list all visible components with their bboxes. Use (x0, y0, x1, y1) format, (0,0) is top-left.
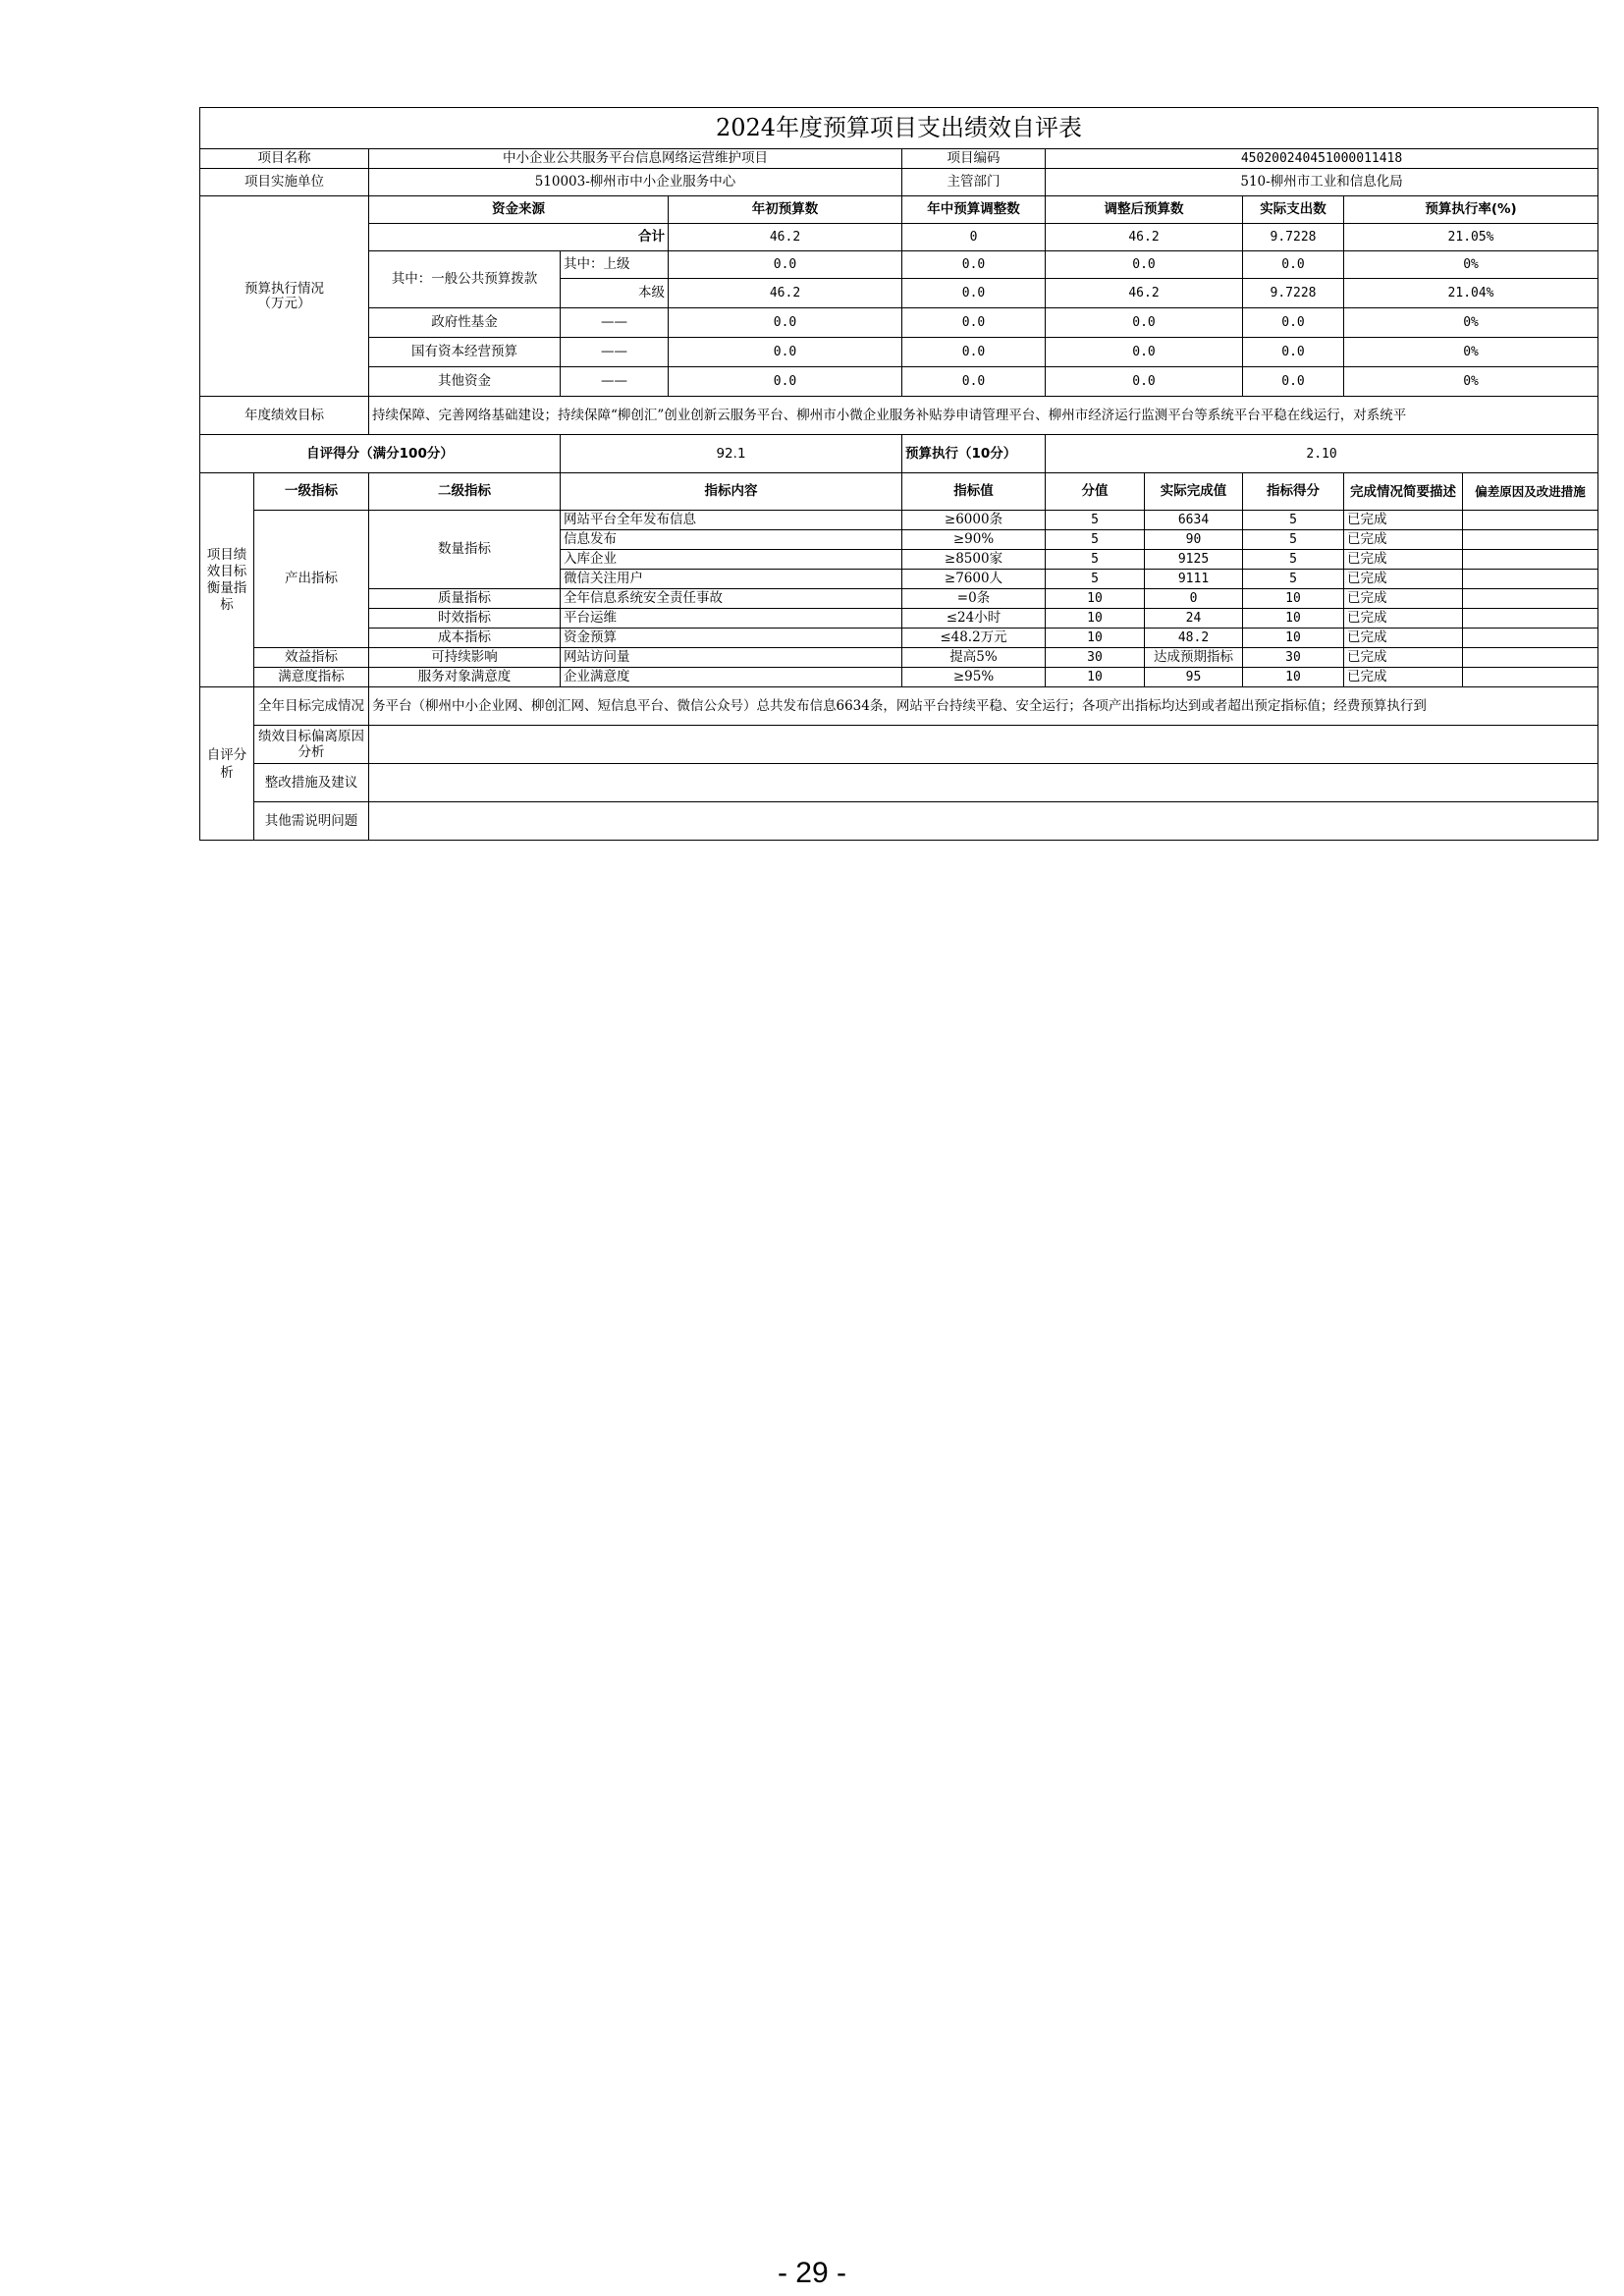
budget-upper-adjusted: 0.0 (1046, 251, 1243, 279)
budget-other-initial: 0.0 (669, 367, 902, 397)
ind-level1-benefit: 效益指标 (254, 648, 369, 668)
self-eval-row-text: 务平台（柳州中小企业网、柳创汇网、短信息平台、微信公众号）总共发布信息6634条，网站平台持续平稳、安全运行；各项产出指标均达到或者超出预定指标值；经费预算执行到 (369, 687, 1598, 726)
budget-upper-actual: 0.0 (1243, 251, 1344, 279)
budget-other-actual: 0.0 (1243, 367, 1344, 397)
budget-exec-label: 预算执行（10分） (902, 435, 1046, 473)
ind-row-weight: 5 (1046, 550, 1145, 570)
ind-row-score: 5 (1243, 570, 1344, 589)
budget-local-rate: 21.04% (1344, 279, 1598, 308)
ind-row-target: 提高5% (902, 648, 1046, 668)
self-eval-row-text (369, 802, 1598, 841)
budget-other-adjust: 0.0 (902, 367, 1046, 397)
ind-row-target: ≥6000条 (902, 511, 1046, 530)
implementing-unit: 510003-柳州市中小企业服务中心 (369, 169, 902, 196)
page-number: - 29 - (777, 2257, 847, 2289)
self-score-label: 自评得分（满分100分） (200, 435, 561, 473)
ind-row-score: 10 (1243, 609, 1344, 629)
ind-row-status: 已完成 (1344, 609, 1463, 629)
budget-statecap-initial: 0.0 (669, 338, 902, 367)
ind-level2-client-satisfaction: 服务对象满意度 (369, 668, 561, 687)
ind-row-reason (1463, 570, 1598, 589)
implementing-unit-label: 项目实施单位 (200, 169, 369, 196)
ind-row-weight: 10 (1046, 629, 1145, 648)
budget-statecap-label: 国有资本经营预算 (369, 338, 561, 367)
ind-row-content: 资金预算 (561, 629, 902, 648)
budget-local-adjusted: 46.2 (1046, 279, 1243, 308)
ind-row-score: 5 (1243, 550, 1344, 570)
budget-header-adjust: 年中预算调整数 (902, 196, 1046, 224)
ind-row-content: 微信关注用户 (561, 570, 902, 589)
ind-row-target: ≥90% (902, 530, 1046, 550)
ind-row-reason (1463, 648, 1598, 668)
ind-row-status: 已完成 (1344, 629, 1463, 648)
budget-local-adjust: 0.0 (902, 279, 1046, 308)
ind-row-content: 信息发布 (561, 530, 902, 550)
ind-level2-quality: 质量指标 (369, 589, 561, 609)
ind-header-target: 指标值 (902, 473, 1046, 511)
budget-govfund-adjust: 0.0 (902, 308, 1046, 338)
ind-row-reason (1463, 550, 1598, 570)
ind-row-weight: 5 (1046, 511, 1145, 530)
ind-row-content: 入库企业 (561, 550, 902, 570)
ind-header-content: 指标内容 (561, 473, 902, 511)
ind-row-score: 5 (1243, 530, 1344, 550)
ind-row-reason (1463, 668, 1598, 687)
self-eval-row-label: 绩效目标偏离原因分析 (254, 726, 369, 764)
self-eval-row-text (369, 764, 1598, 802)
ind-row-weight: 5 (1046, 570, 1145, 589)
self-eval-row-label: 全年目标完成情况 (254, 687, 369, 726)
ind-row-content: 企业满意度 (561, 668, 902, 687)
budget-statecap-dash: —— (561, 338, 669, 367)
ind-header-actual: 实际完成值 (1145, 473, 1243, 511)
budget-govfund-adjusted: 0.0 (1046, 308, 1243, 338)
budget-govfund-initial: 0.0 (669, 308, 902, 338)
ind-header-level1: 一级指标 (254, 473, 369, 511)
ind-level1-output: 产出指标 (254, 511, 369, 648)
self-eval-row-label: 整改措施及建议 (254, 764, 369, 802)
budget-total-label: 合计 (369, 224, 669, 251)
ind-row-status: 已完成 (1344, 668, 1463, 687)
ind-row-status: 已完成 (1344, 550, 1463, 570)
ind-level2-quantity: 数量指标 (369, 511, 561, 589)
annual-goal-label: 年度绩效目标 (200, 397, 369, 435)
ind-row-target: ≤48.2万元 (902, 629, 1046, 648)
project-name: 中小企业公共服务平台信息网络运营维护项目 (369, 149, 902, 169)
budget-govfund-actual: 0.0 (1243, 308, 1344, 338)
budget-exec-value: 2.10 (1046, 435, 1598, 473)
ind-level2-cost: 成本指标 (369, 629, 561, 648)
ind-row-actual: 95 (1145, 668, 1243, 687)
ind-row-content: 网站访问量 (561, 648, 902, 668)
budget-govfund-label: 政府性基金 (369, 308, 561, 338)
ind-row-weight: 10 (1046, 589, 1145, 609)
ind-row-score: 30 (1243, 648, 1344, 668)
self-eval-row-text (369, 726, 1598, 764)
budget-general-label: 其中：一般公共预算拨款 (369, 251, 561, 308)
competent-dept-label: 主管部门 (902, 169, 1046, 196)
budget-other-dash: —— (561, 367, 669, 397)
ind-header-reason: 偏差原因及改进措施 (1463, 473, 1598, 511)
budget-other-label: 其他资金 (369, 367, 561, 397)
ind-row-score: 5 (1243, 511, 1344, 530)
budget-local-label: 本级 (561, 279, 669, 308)
budget-total-initial: 46.2 (669, 224, 902, 251)
ind-row-reason (1463, 511, 1598, 530)
ind-row-actual: 9111 (1145, 570, 1243, 589)
evaluation-table (199, 107, 1598, 841)
ind-row-reason (1463, 530, 1598, 550)
ind-row-score: 10 (1243, 589, 1344, 609)
ind-row-actual: 90 (1145, 530, 1243, 550)
ind-row-actual: 0 (1145, 589, 1243, 609)
self-score-value: 92.1 (561, 435, 902, 473)
ind-row-content: 平台运维 (561, 609, 902, 629)
budget-upper-label: 其中：上级 (561, 251, 669, 279)
ind-row-actual: 48.2 (1145, 629, 1243, 648)
ind-row-actual: 24 (1145, 609, 1243, 629)
form-title: 2024年度预算项目支出绩效自评表 (200, 108, 1598, 149)
self-eval-section-label: 自评分析 (200, 687, 254, 841)
budget-other-adjusted: 0.0 (1046, 367, 1243, 397)
project-name-label: 项目名称 (200, 149, 369, 169)
performance-self-evaluation-form (199, 107, 1597, 841)
budget-total-rate: 21.05% (1344, 224, 1598, 251)
ind-row-actual: 达成预期指标 (1145, 648, 1243, 668)
ind-level2-timeliness: 时效指标 (369, 609, 561, 629)
budget-total-adjusted: 46.2 (1046, 224, 1243, 251)
budget-upper-rate: 0% (1344, 251, 1598, 279)
self-eval-row-label: 其他需说明问题 (254, 802, 369, 841)
budget-total-adjust: 0 (902, 224, 1046, 251)
ind-header-level2: 二级指标 (369, 473, 561, 511)
ind-row-target: ≥95% (902, 668, 1046, 687)
budget-header-source: 资金来源 (369, 196, 669, 224)
ind-row-score: 10 (1243, 629, 1344, 648)
ind-row-target: ≥8500家 (902, 550, 1046, 570)
ind-row-reason (1463, 629, 1598, 648)
budget-total-actual: 9.7228 (1243, 224, 1344, 251)
competent-dept: 510-柳州市工业和信息化局 (1046, 169, 1598, 196)
ind-row-weight: 5 (1046, 530, 1145, 550)
budget-header-rate: 预算执行率(%) (1344, 196, 1598, 224)
budget-upper-initial: 0.0 (669, 251, 902, 279)
budget-statecap-actual: 0.0 (1243, 338, 1344, 367)
ind-row-status: 已完成 (1344, 589, 1463, 609)
ind-row-weight: 10 (1046, 668, 1145, 687)
ind-row-target: =0条 (902, 589, 1046, 609)
ind-row-status: 已完成 (1344, 511, 1463, 530)
annual-goal-text: 持续保障、完善网络基础建设；持续保障“柳创汇”创业创新云服务平台、柳州市小微企业服务补贴券申请管理平台、柳州市经济运行监测平台等系统平台平稳在线运行，对系统平 (369, 397, 1598, 435)
ind-level1-satisfaction: 满意度指标 (254, 668, 369, 687)
ind-row-content: 全年信息系统安全责任事故 (561, 589, 902, 609)
budget-govfund-rate: 0% (1344, 308, 1598, 338)
ind-row-reason (1463, 609, 1598, 629)
budget-upper-adjust: 0.0 (902, 251, 1046, 279)
ind-header-weight: 分值 (1046, 473, 1145, 511)
ind-header-score: 指标得分 (1243, 473, 1344, 511)
budget-local-actual: 9.7228 (1243, 279, 1344, 308)
budget-header-adjusted: 调整后预算数 (1046, 196, 1243, 224)
ind-row-content: 网站平台全年发布信息 (561, 511, 902, 530)
ind-row-weight: 10 (1046, 609, 1145, 629)
project-code: 450200240451000011418 (1046, 149, 1598, 169)
budget-header-initial: 年初预算数 (669, 196, 902, 224)
budget-govfund-dash: —— (561, 308, 669, 338)
budget-header-actual: 实际支出数 (1243, 196, 1344, 224)
ind-header-status: 完成情况简要描述 (1344, 473, 1463, 511)
project-code-label: 项目编码 (902, 149, 1046, 169)
ind-row-target: ≤24小时 (902, 609, 1046, 629)
ind-row-target: ≥7600人 (902, 570, 1046, 589)
budget-statecap-adjust: 0.0 (902, 338, 1046, 367)
ind-row-status: 已完成 (1344, 648, 1463, 668)
budget-other-rate: 0% (1344, 367, 1598, 397)
ind-row-weight: 30 (1046, 648, 1145, 668)
budget-statecap-adjusted: 0.0 (1046, 338, 1243, 367)
ind-row-actual: 9125 (1145, 550, 1243, 570)
indicator-section-label: 项目绩效目标衡量指标 (200, 473, 254, 687)
budget-section-label: 预算执行情况 （万元） (200, 196, 369, 397)
ind-row-reason (1463, 589, 1598, 609)
ind-level2-sustainable: 可持续影响 (369, 648, 561, 668)
ind-row-actual: 6634 (1145, 511, 1243, 530)
ind-row-score: 10 (1243, 668, 1344, 687)
budget-statecap-rate: 0% (1344, 338, 1598, 367)
ind-row-status: 已完成 (1344, 530, 1463, 550)
ind-row-status: 已完成 (1344, 570, 1463, 589)
budget-local-initial: 46.2 (669, 279, 902, 308)
